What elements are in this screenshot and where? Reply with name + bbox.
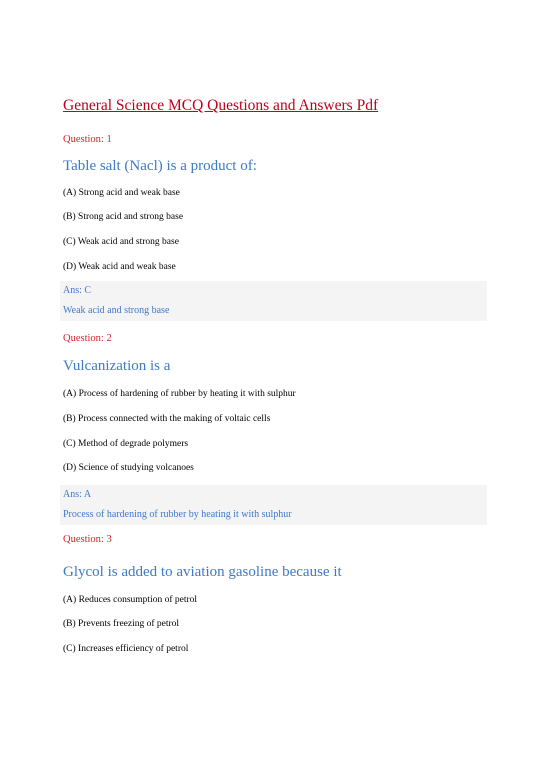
option-a: (A) Process of hardening of rubber by heating it with sulphur [63,389,296,399]
question-text: Table salt (Nacl) is a product of: [63,158,257,174]
option-c: (C) Increases efficiency of petrol [63,644,189,654]
answer-text: Process of hardening of rubber by heating it with sulphur [63,509,292,520]
document-title: General Science MCQ Questions and Answers Pdf [63,97,379,114]
question-text: Vulcanization is a [63,358,171,374]
option-a: (A) Strong acid and weak base [63,188,180,198]
option-d: (D) Science of studying volcanoes [63,463,194,473]
answer-label: Ans: C [63,285,92,296]
question-number: Question: 3 [63,534,112,545]
answer-label: Ans: A [63,489,92,500]
question-number: Question: 2 [63,333,112,344]
option-b: (B) Strong acid and strong base [63,212,184,222]
option-c: (C) Weak acid and strong base [63,237,179,247]
question-text: Glycol is added to aviation gasoline because it [63,564,342,580]
question-number: Question: 1 [63,134,112,145]
answer-text: Weak acid and strong base [63,305,170,316]
option-c: (C) Method of degrade polymers [63,439,189,449]
answer-box [60,281,487,321]
option-b: (B) Process connected with the making of voltaic cells [63,414,271,424]
answer-box [60,485,487,525]
option-a: (A) Reduces consumption of petrol [63,595,198,605]
option-b: (B) Prevents freezing of petrol [63,619,180,629]
option-d: (D) Weak acid and weak base [63,262,176,272]
